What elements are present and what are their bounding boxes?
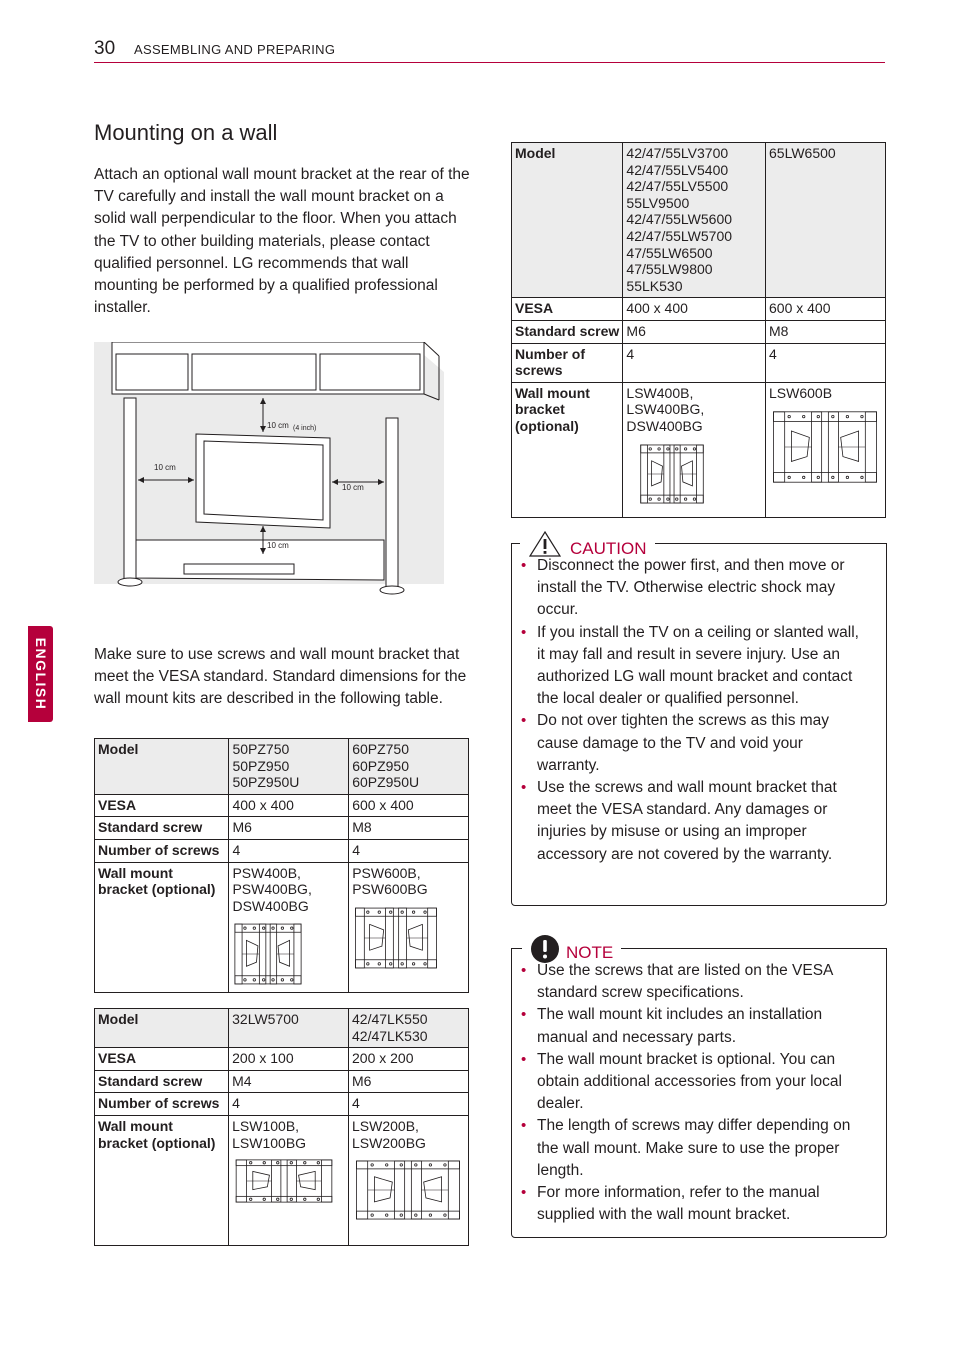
cell-screw: M8	[766, 320, 886, 343]
cell-vesa: 200 x 100	[229, 1048, 349, 1071]
row-label-count: Number of screws	[95, 839, 229, 862]
row-label-bracket: Wall mount bracket (optional)	[95, 862, 229, 992]
bottom-clearance-label: 10 cm	[267, 541, 289, 550]
cell-bracket: PSW600B, PSW600BG	[352, 864, 428, 898]
bracket-cell	[349, 862, 469, 992]
cell-count: 4	[229, 1093, 349, 1116]
header-rule	[94, 62, 885, 63]
wall-mount-spec-table	[94, 1008, 469, 1246]
row-label-vesa: VESA	[512, 298, 623, 321]
list-item: • The wall mount kit includes an installation manual and necessary parts.	[511, 1004, 867, 1048]
row-label-bracket: Wall mount bracket (optional)	[512, 382, 623, 517]
row-label-model: Model	[512, 143, 623, 298]
left-clearance-label: 10 cm	[154, 463, 176, 472]
cell-vesa: 600 x 400	[349, 794, 469, 817]
cell-screw: M4	[229, 1070, 349, 1093]
row-label-vesa: VESA	[95, 794, 229, 817]
row-label-model: Model	[95, 739, 229, 795]
list-item: • If you install the TV on a ceiling or slanted wall, it may fall and result in severe injury. Use an authorized LG wall mount bracket and contact the local dealer or qualified personnel.	[511, 622, 867, 711]
cell-model: 50PZ750 50PZ950 50PZ950U	[229, 739, 349, 795]
cell-count: 4	[349, 839, 469, 862]
row-label-screw: Standard screw	[95, 1070, 229, 1093]
cell-model: 32LW5700	[229, 1009, 349, 1048]
wall-bracket-icon	[769, 407, 881, 487]
wall-bracket-icon	[232, 1157, 336, 1205]
wall-mount-clearance-illustration	[94, 342, 444, 600]
wall-bracket-icon	[232, 920, 304, 988]
cell-count: 4	[766, 343, 886, 382]
bracket-cell	[229, 862, 349, 992]
caution-list	[511, 555, 867, 866]
row-label-vesa: VESA	[95, 1048, 229, 1071]
cell-screw: M6	[623, 320, 766, 343]
row-label-bracket: Wall mount bracket (optional)	[95, 1115, 229, 1245]
language-tab-label: ENGLISH	[32, 637, 49, 711]
cell-bracket: LSW600B	[769, 384, 833, 401]
list-item: • Disconnect the power first, and then move or install the TV. Otherwise electric shock may occur.	[511, 555, 867, 622]
wall-bracket-icon	[352, 904, 440, 972]
cell-screw: M6	[349, 1070, 469, 1093]
note-title: NOTE	[566, 943, 614, 962]
wall-mount-spec-table	[94, 738, 469, 993]
row-label-screw: Standard screw	[95, 817, 229, 840]
bracket-cell	[623, 382, 766, 517]
cell-screw: M8	[349, 817, 469, 840]
top-clearance-label: 10 cm	[267, 421, 289, 430]
cell-count: 4	[229, 839, 349, 862]
intro-paragraph: Attach an optional wall mount bracket at the rear of the TV carefully and install the wall mount bracket on a solid wall perpendicular to the floor. When you attach the TV to other building materials, please contact qualified personnel. LG recommends that wall mounting be performed by a qualified professional installer.	[94, 166, 470, 317]
caution-title: CAUTION	[570, 539, 647, 558]
cell-vesa: 200 x 200	[349, 1048, 469, 1071]
cell-count: 4	[349, 1093, 469, 1116]
row-label-count: Number of screws	[512, 343, 623, 382]
cell-vesa: 400 x 400	[623, 298, 766, 321]
cell-model: 42/47LK550 42/47LK530	[349, 1009, 469, 1048]
cell-model: 42/47/55LV3700 42/47/55LV5400 42/47/55LV5500 55LV9500 42/47/55LW5600 42/47/55LW5700 47/55LW6500 47/55LW9800 55LK530	[623, 143, 766, 298]
cell-bracket: LSW400B, LSW400BG, DSW400BG	[626, 384, 705, 434]
note-list	[511, 960, 867, 1226]
bracket-cell	[349, 1115, 469, 1245]
cell-bracket: LSW100B, LSW100BG	[232, 1117, 307, 1151]
row-label-count: Number of screws	[95, 1093, 229, 1116]
list-item: • Do not over tighten the screws as this may cause damage to the TV and void your warranty.	[511, 710, 867, 777]
section-title: ASSEMBLING AND PREPARING	[134, 42, 336, 57]
wall-bracket-icon	[352, 1157, 464, 1223]
wall-bracket-icon	[638, 441, 706, 507]
top-clearance-inch-label: (4 inch)	[293, 425, 317, 432]
row-label-model: Model	[95, 1009, 229, 1048]
list-item: • Use the screws and wall mount bracket that meet the VESA standard. Any damages or injuries by misuse or using an improper accessory are not covered by the warranty.	[511, 777, 867, 866]
warning-triangle-icon	[528, 530, 562, 558]
bracket-cell	[229, 1115, 349, 1245]
page-title: Mounting on a wall	[94, 120, 278, 145]
wall-mount-spec-table	[511, 142, 886, 518]
list-item: • Use the screws that are listed on the VESA standard screw specifications.	[511, 960, 867, 1004]
cell-bracket: LSW200B, LSW200BG	[352, 1117, 426, 1151]
bracket-cell	[766, 382, 886, 517]
cell-vesa: 400 x 400	[229, 794, 349, 817]
list-item: • For more information, refer to the manual supplied with the wall mount bracket.	[511, 1182, 867, 1226]
list-item: • The wall mount bracket is optional. You can obtain additional accessories from your local dealer.	[511, 1049, 867, 1116]
list-item: • The length of screws may differ depending on the wall mount. Make sure to use the proper length.	[511, 1115, 867, 1182]
right-clearance-label: 10 cm	[342, 483, 364, 492]
cell-count: 4	[623, 343, 766, 382]
cell-model: 60PZ750 60PZ950 60PZ950U	[349, 739, 469, 795]
cell-vesa: 600 x 400	[766, 298, 886, 321]
language-tab	[28, 626, 53, 722]
page-number: 30	[94, 38, 116, 59]
cell-model: 65LW6500	[766, 143, 886, 298]
row-label-screw: Standard screw	[512, 320, 623, 343]
cell-bracket: PSW400B, PSW400BG, DSW400BG	[232, 864, 312, 914]
vesa-intro-paragraph: Make sure to use screws and wall mount bracket that meet the VESA standard. Standard dimensions for the wall mount kits are described in the following table.	[94, 646, 467, 708]
cell-screw: M6	[229, 817, 349, 840]
